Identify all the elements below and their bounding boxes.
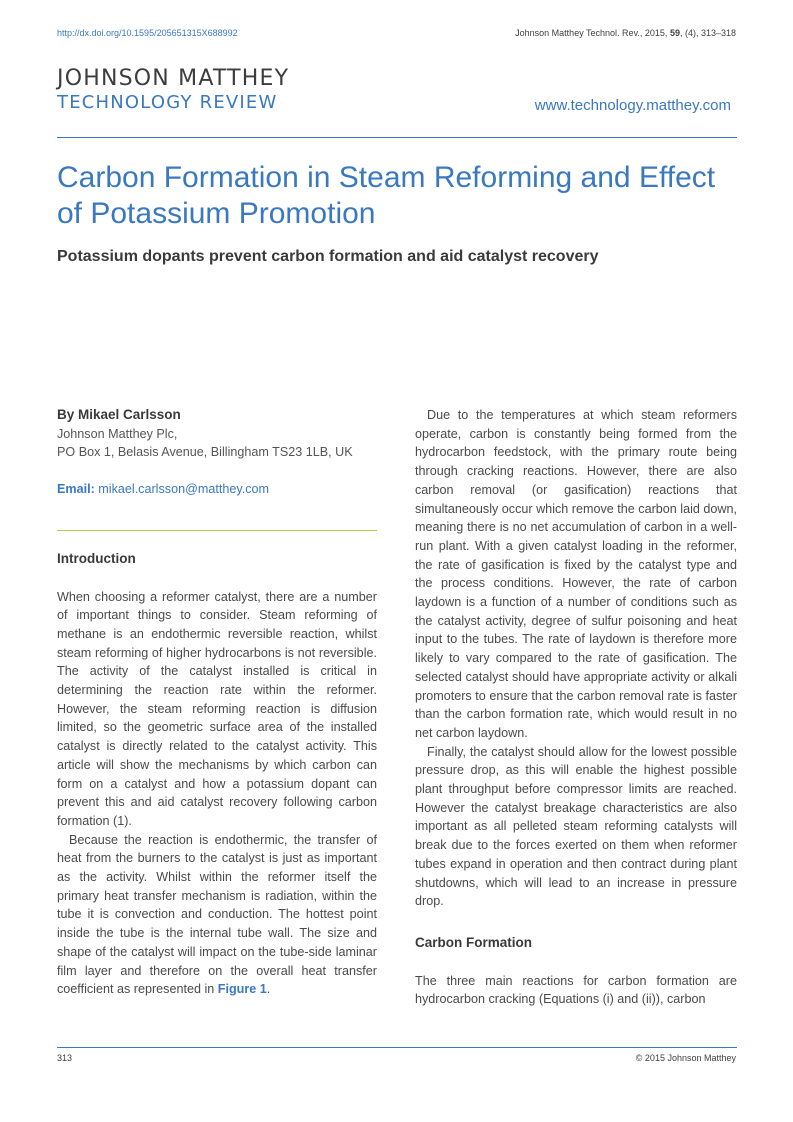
carbon-paragraph-1: The three main reactions for carbon formation are hydrocarbon cracking (Equations (i) and (ii)), carbon <box>415 973 737 1007</box>
intro-paragraph-2-end: . <box>266 982 271 997</box>
email-link[interactable]: mikael.carlsson@matthey.com <box>98 482 270 497</box>
journal-citation <box>515 28 736 38</box>
author-divider <box>57 530 377 531</box>
email-row <box>57 480 377 499</box>
citation-pages: , (4), 313–318 <box>679 28 736 38</box>
affiliation-line2: PO Box 1, Belasis Avenue, Billingham TS23 1LB, UK <box>57 445 353 460</box>
header-divider <box>57 137 737 138</box>
figure-1-link[interactable]: Figure 1 <box>217 982 267 997</box>
right-paragraph-1: Due to the temperatures at which steam reformers operate, carbon is constantly being formed from the hydrocarbon feedstock, with the primary route being through cracking reactions. However, there are also carbon removal (or gasification) reactions that simultaneously occur which remove the carbon laid down, meaning there is no net accumulation of carbon in a well-run plant. With a given catalyst loading in the reformer, the rate of gasification is fixed by the catalyst type and the process conditions. However, the rate of carbon laydown is a function of a number of conditions such as the catalyst activity, degree of sulfur poisoning and heat input to the tubes. The rate of laydown is therefore more likely to vary compared to the rate of gasification. The selected catalyst should have appropriate activity or alkali promoters to ensure that the carbon removal rate is faster than the carbon formation rate, which would result in no net carbon laydown. <box>415 408 738 740</box>
citation-volume: 59 <box>669 28 680 38</box>
introduction-heading: Introduction <box>57 550 136 566</box>
right-column <box>415 406 737 1009</box>
intro-paragraph-2 <box>57 831 377 999</box>
copyright: © 2015 Johnson Matthey <box>635 1053 736 1063</box>
doi-link[interactable]: http://dx.doi.org/10.1595/205651315X688992 <box>57 28 238 38</box>
author-name: By Mikael Carlsson <box>57 407 181 422</box>
email-label: Email: <box>57 482 95 497</box>
intro-paragraph-1: When choosing a reformer catalyst, there are a number of important things to consider. Steam reforming of methane is an endothermic reversible reaction, whilst steam reforming of higher hydrocarbons is not reversible. The activity of the catalyst installed is critical in determining the reaction rate within the reformer. However, the steam reforming reaction is diffusion limited, so the geometric surface area of the installed catalyst is directly related to the catalyst activity. This article will show the mechanisms by which carbon can form on a catalyst and how a potassium dopant can prevent this and aid catalyst recovery following carbon formation (1). <box>57 589 377 828</box>
brand-logo-line2: TECHNOLOGY REVIEW <box>57 92 278 113</box>
footer-divider <box>57 1047 737 1048</box>
left-column <box>57 406 377 999</box>
article-subtitle: Potassium dopants prevent carbon formation and aid catalyst recovery <box>57 248 599 265</box>
carbon-formation-heading: Carbon Formation <box>415 934 532 950</box>
website-link[interactable]: www.technology.matthey.com <box>534 97 731 114</box>
citation-journal: Johnson Matthey Technol. Rev., 2015, <box>515 28 668 38</box>
article-title: Carbon Formation in Steam Reforming and Effect of Potassium Promotion <box>57 161 716 230</box>
affiliation-line1: Johnson Matthey Plc, <box>57 426 178 441</box>
right-paragraph-2: Finally, the catalyst should allow for the lowest possible pressure drop, as this will enable the highest possible plant throughput before compressor limits are reached. However the catalyst breakage characteristics are also important as all pelleted steam reforming catalysts will break due to the forces exerted on them when reformer tubes expand in operation and then contract during plant shutdowns, which will lead to an increase in pressure drop. <box>415 744 737 909</box>
brand-logo-line1: JOHNSON MATTHEY <box>57 66 290 91</box>
intro-paragraph-2-text: Because the reaction is endothermic, the transfer of heat from the burners to the catalyst is just as important as the activity. Whilst within the reformer itself the primary heat transfer mechanism is radiation, within the tube it is convection and conduction. The hottest point inside the tube is the internal tube wall. The size and shape of the catalyst will impact on the tube-side laminar film layer and therefore on the overall heat transfer coefficient as represented in <box>57 832 377 997</box>
page-number: 313 <box>57 1053 73 1063</box>
